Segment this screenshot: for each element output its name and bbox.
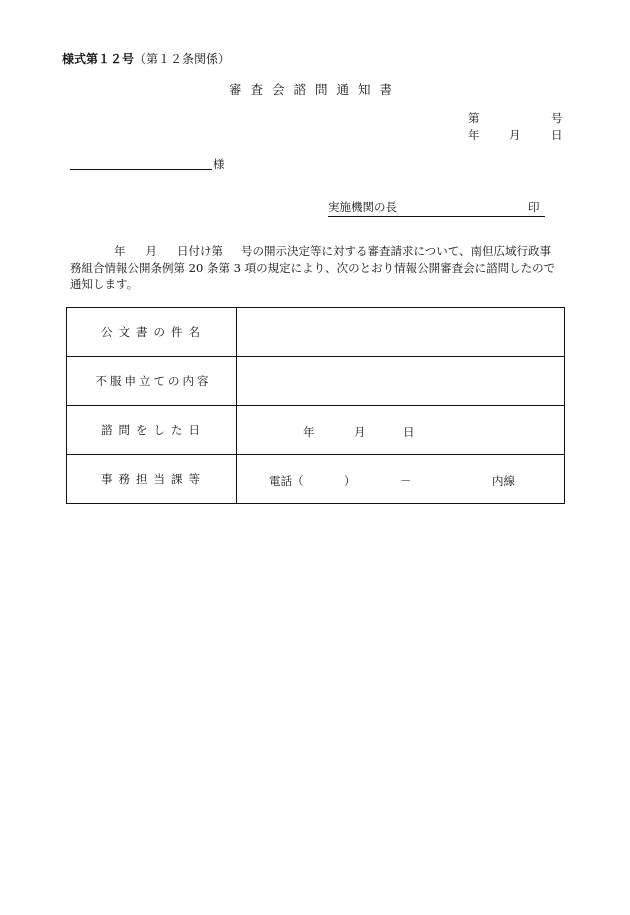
- form-number-main: 様式第１２号: [62, 52, 135, 66]
- table-row: [67, 357, 565, 406]
- table-row: [67, 406, 565, 455]
- addressee-blank-line: [70, 169, 212, 170]
- info-table: [66, 307, 565, 504]
- seal-mark: 印: [528, 200, 540, 214]
- phone-close-paren: ）: [344, 474, 356, 488]
- doc-date-month: 月: [509, 128, 521, 142]
- form-number: [62, 50, 230, 67]
- row-label-document-name: 公文書の件名: [67, 308, 237, 357]
- doc-date-day: 日: [551, 128, 563, 142]
- doc-number-suffix: 号: [551, 111, 563, 125]
- row-label-office-in-charge: 事務担当課等: [67, 455, 237, 504]
- doc-number-prefix: 第: [468, 111, 480, 125]
- doc-date-year: 年: [468, 128, 480, 142]
- phone-label: 電話（: [269, 474, 304, 488]
- notice-body: [70, 243, 570, 293]
- addressee-honorific: 様: [213, 157, 225, 171]
- consultation-date-day: 日: [403, 425, 415, 439]
- row-label-consultation-date: 諮問をした日: [67, 406, 237, 455]
- extension-label: 内線: [492, 474, 515, 488]
- issuer-label: 実施機関の長: [328, 200, 397, 214]
- appeal-content-field[interactable]: [237, 357, 565, 406]
- document-title: 審査会諮問通知書: [228, 82, 401, 97]
- document-name-field[interactable]: [237, 308, 565, 357]
- consultation-date-year: 年: [303, 425, 315, 439]
- phone-dash: －: [400, 474, 412, 488]
- consultation-date-field[interactable]: [237, 406, 565, 455]
- table-row: [67, 308, 565, 357]
- form-number-ref: （第１２条関係）: [134, 52, 231, 66]
- body-line-3: 通知します。: [70, 277, 139, 291]
- consultation-date-month: 月: [354, 425, 366, 439]
- office-contact-field[interactable]: [237, 455, 565, 504]
- row-label-appeal-content: 不服申立ての内容: [67, 357, 237, 406]
- table-row: [67, 455, 565, 504]
- body-line-1: 年 月 日付け第 号の開示決定等に対する審査請求について、南但広域行政事: [114, 244, 552, 258]
- issuer-line: [328, 199, 545, 217]
- body-line-2: 務組合情報公開条例第 20 条第 3 項の規定により、次のとおり情報公開審査会に諮問したので: [70, 260, 556, 275]
